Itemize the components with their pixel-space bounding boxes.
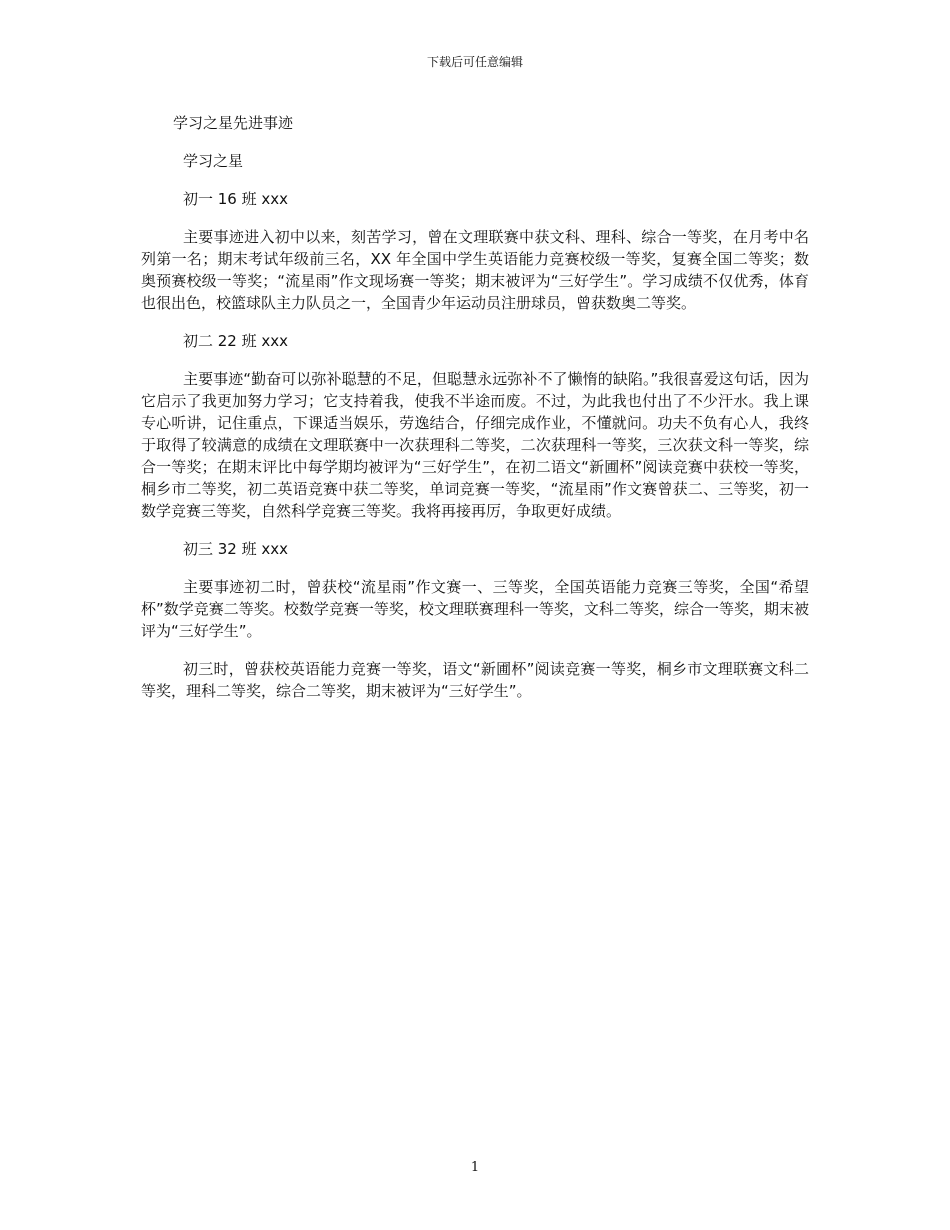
section-heading: 初一 16 班 xxx	[183, 190, 289, 208]
document-subtitle: 学习之星	[183, 152, 244, 170]
section-1	[141, 188, 809, 314]
section-paragraph: 主要事迹初二时，曾获校“流星雨”作文赛一、三等奖，全国英语能力竞赛三等奖，全国“希望杯”数学竞赛二等奖。校数学竞赛一等奖，校文理联赛理科一等奖，文科二等奖，综合一等奖，期末被评为“三好学生”。	[141, 578, 809, 640]
document-title: 学习之星先进事迹	[173, 114, 294, 132]
section-paragraph: 主要事迹“勤奋可以弥补聪慧的不足，但聪慧永远弥补不了懒惰的缺陷。”我很喜爱这句话，因为它启示了我更加努力学习；它支持着我，使我不半途而废。不过，为此我也付出了不少汗水。我上课专心听讲，记住重点，下课适当娱乐，劳逸结合，仔细完成作业，不懂就问。功夫不负有心人，我终于取得了较满意的成绩在文理联赛中一次获理科二等奖，二次获理科一等奖，三次获文科一等奖，综合一等奖；在期末评比中每学期均被评为“三好学生”，在初二语文“新圃杯”阅读竞赛中获校一等奖，桐乡市二等奖，初二英语竞赛中获二等奖，单词竞赛一等奖，“流星雨”作文赛曾获二、三等奖，初一数学竞赛三等奖，自然科学竞赛三等奖。我将再接再厉，争取更好成绩。	[141, 370, 809, 520]
page-number: 1	[470, 1160, 480, 1175]
section-paragraph: 主要事迹进入初中以来，刻苦学习，曾在文理联赛中获文科、理科、综合一等奖，在月考中名列第一名；期末考试年级前三名，XX 年全国中学生英语能力竞赛校级一等奖，复赛全国二等奖；数奥预赛校级一等奖；“流星雨”作文现场赛一等奖；期末被评为“三好学生”。学习成绩不仅优秀，体育也很出色，校篮球队主力队员之一，全国青少年运动员注册球员，曾获数奥二等奖。	[141, 228, 809, 312]
section-heading: 初二 22 班 xxx	[183, 332, 289, 350]
document-body	[141, 112, 809, 718]
section-2	[141, 330, 809, 522]
header-note: 下载后可任意编辑	[426, 55, 523, 69]
section-3	[141, 538, 809, 702]
section-heading: 初三 32 班 xxx	[183, 540, 289, 558]
section-paragraph: 初三时，曾获校英语能力竞赛一等奖，语文“新圃杯”阅读竞赛一等奖，桐乡市文理联赛文科二等奖，理科二等奖，综合二等奖，期末被评为“三好学生”。	[141, 660, 809, 700]
